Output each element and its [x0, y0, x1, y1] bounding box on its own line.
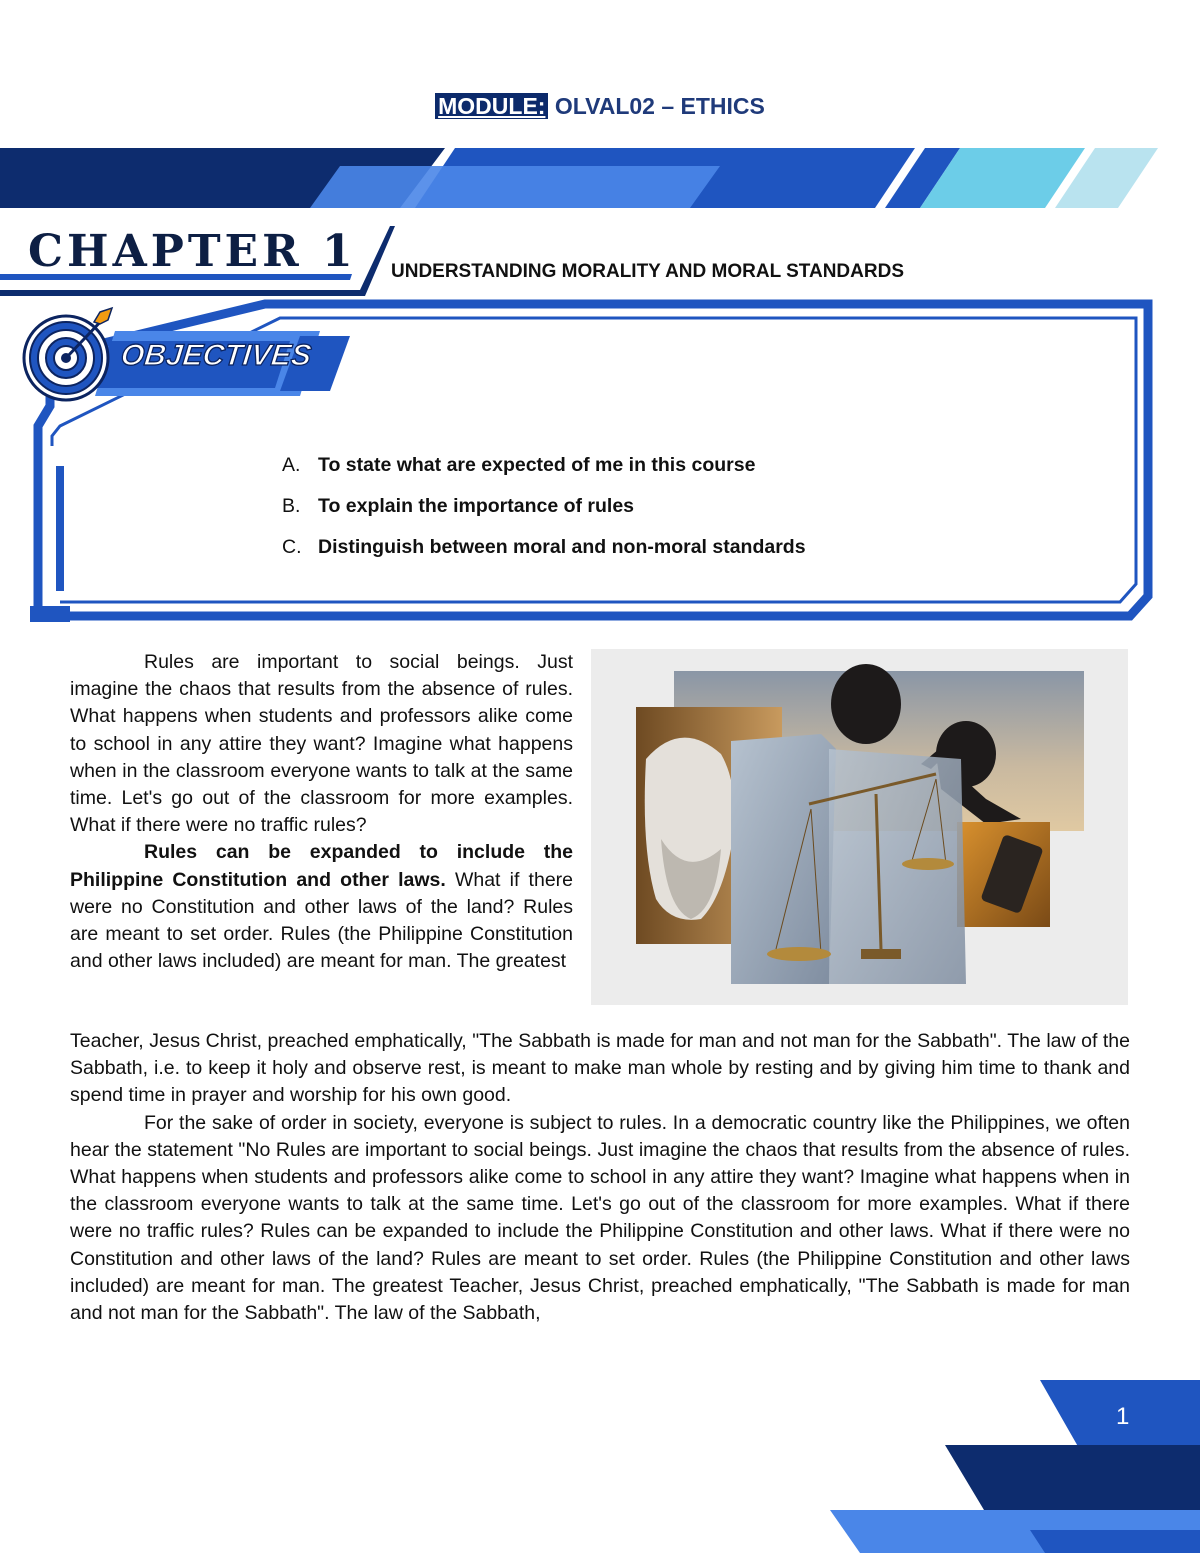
paragraph: Teacher, Jesus Christ, preached emphatically, "The Sabbath is made for man and not man for the Sabbath". The law of the Sabbath, i.e. to keep it holy and observe rest, is meant to make man whole by resting and by giving him time to thank and spend time in prayer and worship for his own good. — [70, 1030, 1130, 1107]
footer-decoration — [830, 1380, 1200, 1553]
objectives-title: OBJECTIVES — [119, 339, 313, 372]
module-label: MODULE: — [435, 93, 548, 119]
chapter-title: CHAPTER 1 — [28, 226, 357, 277]
objective-item: C. Distinguish between moral and non-moral standards — [282, 536, 806, 558]
paragraph: Rules can be expanded to include the Philippine Constitution and other laws. What if there were no Constitution and other laws of the land? Rules are meant to set order. Rules (the Philippine Constitution and other laws included) are meant for man. The greatest — [70, 841, 574, 973]
module-title: OLVAL02 – ETHICS — [554, 93, 765, 119]
objectives-list — [282, 450, 806, 573]
page-number: 1 — [1116, 1403, 1130, 1430]
target-icon — [20, 304, 120, 409]
module-header — [0, 93, 1200, 120]
ethics-collage-image — [591, 649, 1128, 1005]
objective-item: A. To state what are expected of me in this course — [282, 454, 756, 476]
paragraph: For the sake of order in society, everyone is subject to rules. In a democratic country like the Philippines, we often hear the statement "No Rules are important to social beings. Just imagine the chaos that results from the absence of rules. What happens when students and professors alike come to school in any attire they want? Imagine what happens when in the classroom everyone wants to talk at the same time. Let's go out of the classroom for more examples. What if there were no traffic rules? Rules can be expanded to include the Philippine Constitution and other laws. What if there were no Constitution and other laws of the land? Rules are meant to set order. Rules (the Philippine Constitution and other laws included) are meant for man. The greatest Teacher, Jesus Christ, preached emphatically, "The Sabbath is made for man and not man for the Sabbath". The law of the Sabbath, — [70, 1111, 1130, 1325]
intro-text-column — [70, 649, 573, 975]
paragraph: Rules are important to social beings. Just imagine the chaos that results from the absence of rules. What happens when students and professors alike come to school in any attire they want? Imagine what happens when in the classroom everyone wants to talk at the same time. Let's go out of the classroom for more examples. What if there were no traffic rules? — [70, 651, 573, 837]
main-text-column — [70, 1028, 1130, 1327]
objective-item: B. To explain the importance of rules — [282, 495, 635, 517]
chapter-subtitle: UNDERSTANDING MORALITY AND MORAL STANDARDS — [391, 261, 904, 282]
